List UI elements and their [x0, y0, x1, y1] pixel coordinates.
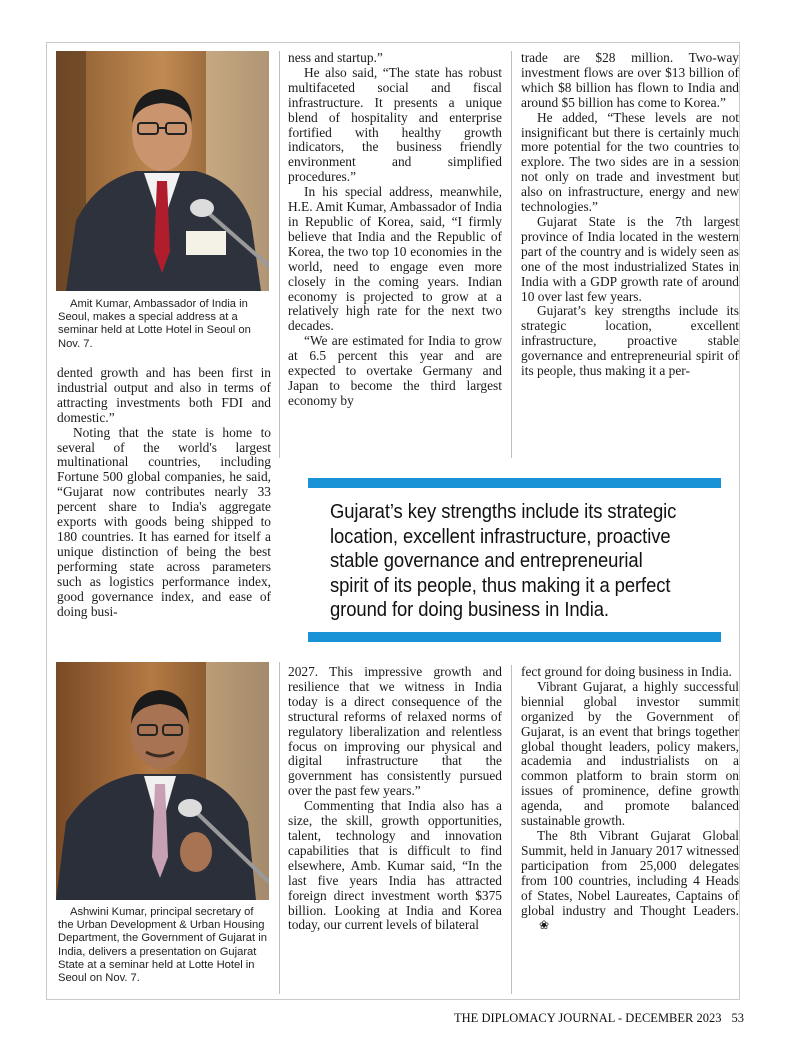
photo-amit-kumar — [56, 51, 269, 291]
caption-bottom-text: Ashwini Kumar, principal secretary of the Urban Development & Urban Housing Department, the Government of Gujarat in India, delivers a presentation on Gujarat State at a seminar held at Lotte Hotel in Seoul on Nov. 7. — [58, 906, 267, 985]
paragraph-text: The 8th Vibrant Gujarat Global Summit, held in January 2017 witnessed participation from 25,000 delegates from 100 countries, including 4 Heads of States, Nobel Laureates, Captains of global industry and Thought Leaders. — [521, 827, 739, 918]
column-2-bottom-text — [288, 665, 502, 933]
caption-top — [58, 298, 270, 351]
paragraph: Gujarat’s key strengths include its strategic location, excellent infrastructure, proactive stable governance and entrepreneurial spirit of its people, thus making it a per- — [521, 303, 739, 379]
paragraph: ness and startup.” — [288, 50, 383, 65]
paragraph: He added, “These levels are not insignificant but there is certainly much more potential for the two countries to explore. The two sides are in a session not only on trade and investment but also on infrastructure, energy and new technologies.” — [521, 109, 739, 215]
caption-bottom — [58, 906, 270, 985]
paragraph — [521, 829, 739, 933]
paragraph: Commenting that India also has a size, the skill, growth opportunities, talent, technology and innovation capabilities that is difficult to find elsewhere, Amb. Kumar said, “In the last five years India has attracted foreign direct investment worth $375 billion. Looking at India and Korea today, our current levels of bilateral — [288, 798, 502, 933]
article-end-icon: ❀ — [539, 918, 550, 933]
publication-name: THE DIPLOMACY JOURNAL - DECEMBER 2023 — [454, 1011, 722, 1025]
column-2-text — [288, 51, 502, 409]
pull-quote-bottom-bar — [308, 632, 721, 642]
column-3-bottom-text — [521, 665, 739, 933]
page-number: 53 — [731, 1011, 744, 1025]
column-divider — [279, 662, 280, 994]
column-3-text — [521, 51, 739, 379]
column-1-text — [57, 366, 271, 619]
paragraph: Vibrant Gujarat, a highly successful biennial global investor summit organized by the Government of Gujarat, is an event that brings together global thought leaders, policy makers, academia and industrialists on a common platform to brain storm on issues of prominence, define growth agenda, and promote balanced sustainable growth. — [521, 678, 739, 829]
paragraph: “We are estimated for India to grow at 6.5 percent this year and are expected to overtake Germany and Japan to become the third largest economy by — [288, 333, 502, 408]
photo-ashwini-kumar — [56, 662, 269, 900]
page-footer — [454, 1011, 744, 1026]
speaker-photo-icon — [56, 662, 269, 900]
paragraph: Gujarat State is the 7th largest province of India located in the western part of the country and is widely seen as one of the most industrialized States in India with a GDP growth rate of around 10 over last few years. — [521, 213, 739, 304]
paragraph: In his special address, meanwhile, H.E. Amit Kumar, Ambassador of India in Republic of Korea, said, “I firmly believe that India and the Republic of Korea, the two top 10 economies in the world, need to engage even more closely in the coming years. Indian economy is projected to grow at a relatively high rate for the next two decades. — [288, 184, 502, 334]
column-divider — [511, 665, 512, 994]
caption-top-text: Amit Kumar, Ambassador of India in Seoul, makes a special address at a seminar held at Lotte Hotel in Seoul on Nov. 7. — [58, 298, 251, 350]
paragraph: dented growth and has been first in industrial output and also in terms of attracting investments both FDI and domestic.” — [57, 365, 271, 425]
column-divider — [279, 51, 280, 458]
paragraph: fect ground for doing business in India. — [521, 664, 732, 679]
pull-quote-top-bar — [308, 478, 721, 488]
pull-quote: Gujarat’s key strengths include its strategic location, excellent infrastructure, proactive stable governance and entrepreneurial spirit of its people, thus making it a perfect ground for doing business in India. — [330, 500, 677, 622]
paragraph: Noting that the state is home to several of the world's largest multinational countries, including Fortune 500 global companies, he said, “Gujarat now contributes nearly 33 percent share to India's aggregate exports with goods being shipped to 180 countries. It has earned for itself a unique distinction of being the best performing state across parameters such as logistics performance index, good governance index, and ease of doing busi- — [57, 424, 271, 619]
paragraph: He also said, “The state has robust multifaceted social and fiscal infrastructure. It presents a unique blend of hospitality and enterprise fortified with healthy growth indicators, the business friendly environment and simplified procedures.” — [288, 64, 502, 185]
speaker-photo-icon — [56, 51, 269, 291]
paragraph: 2027. This impressive growth and resilience that we witness in India today is a direct consequence of the structural reforms of relaxed norms of regulatory liberalization and relentless focus on improving our physical and digital infrastructure that the government has consistently pursued over the past few years.” — [288, 664, 502, 799]
paragraph: trade are $28 million. Two-way investment flows are over $13 billion of which $8 billion has flown to India and around $5 billion has come to Korea.” — [521, 50, 739, 110]
column-divider — [511, 51, 512, 458]
